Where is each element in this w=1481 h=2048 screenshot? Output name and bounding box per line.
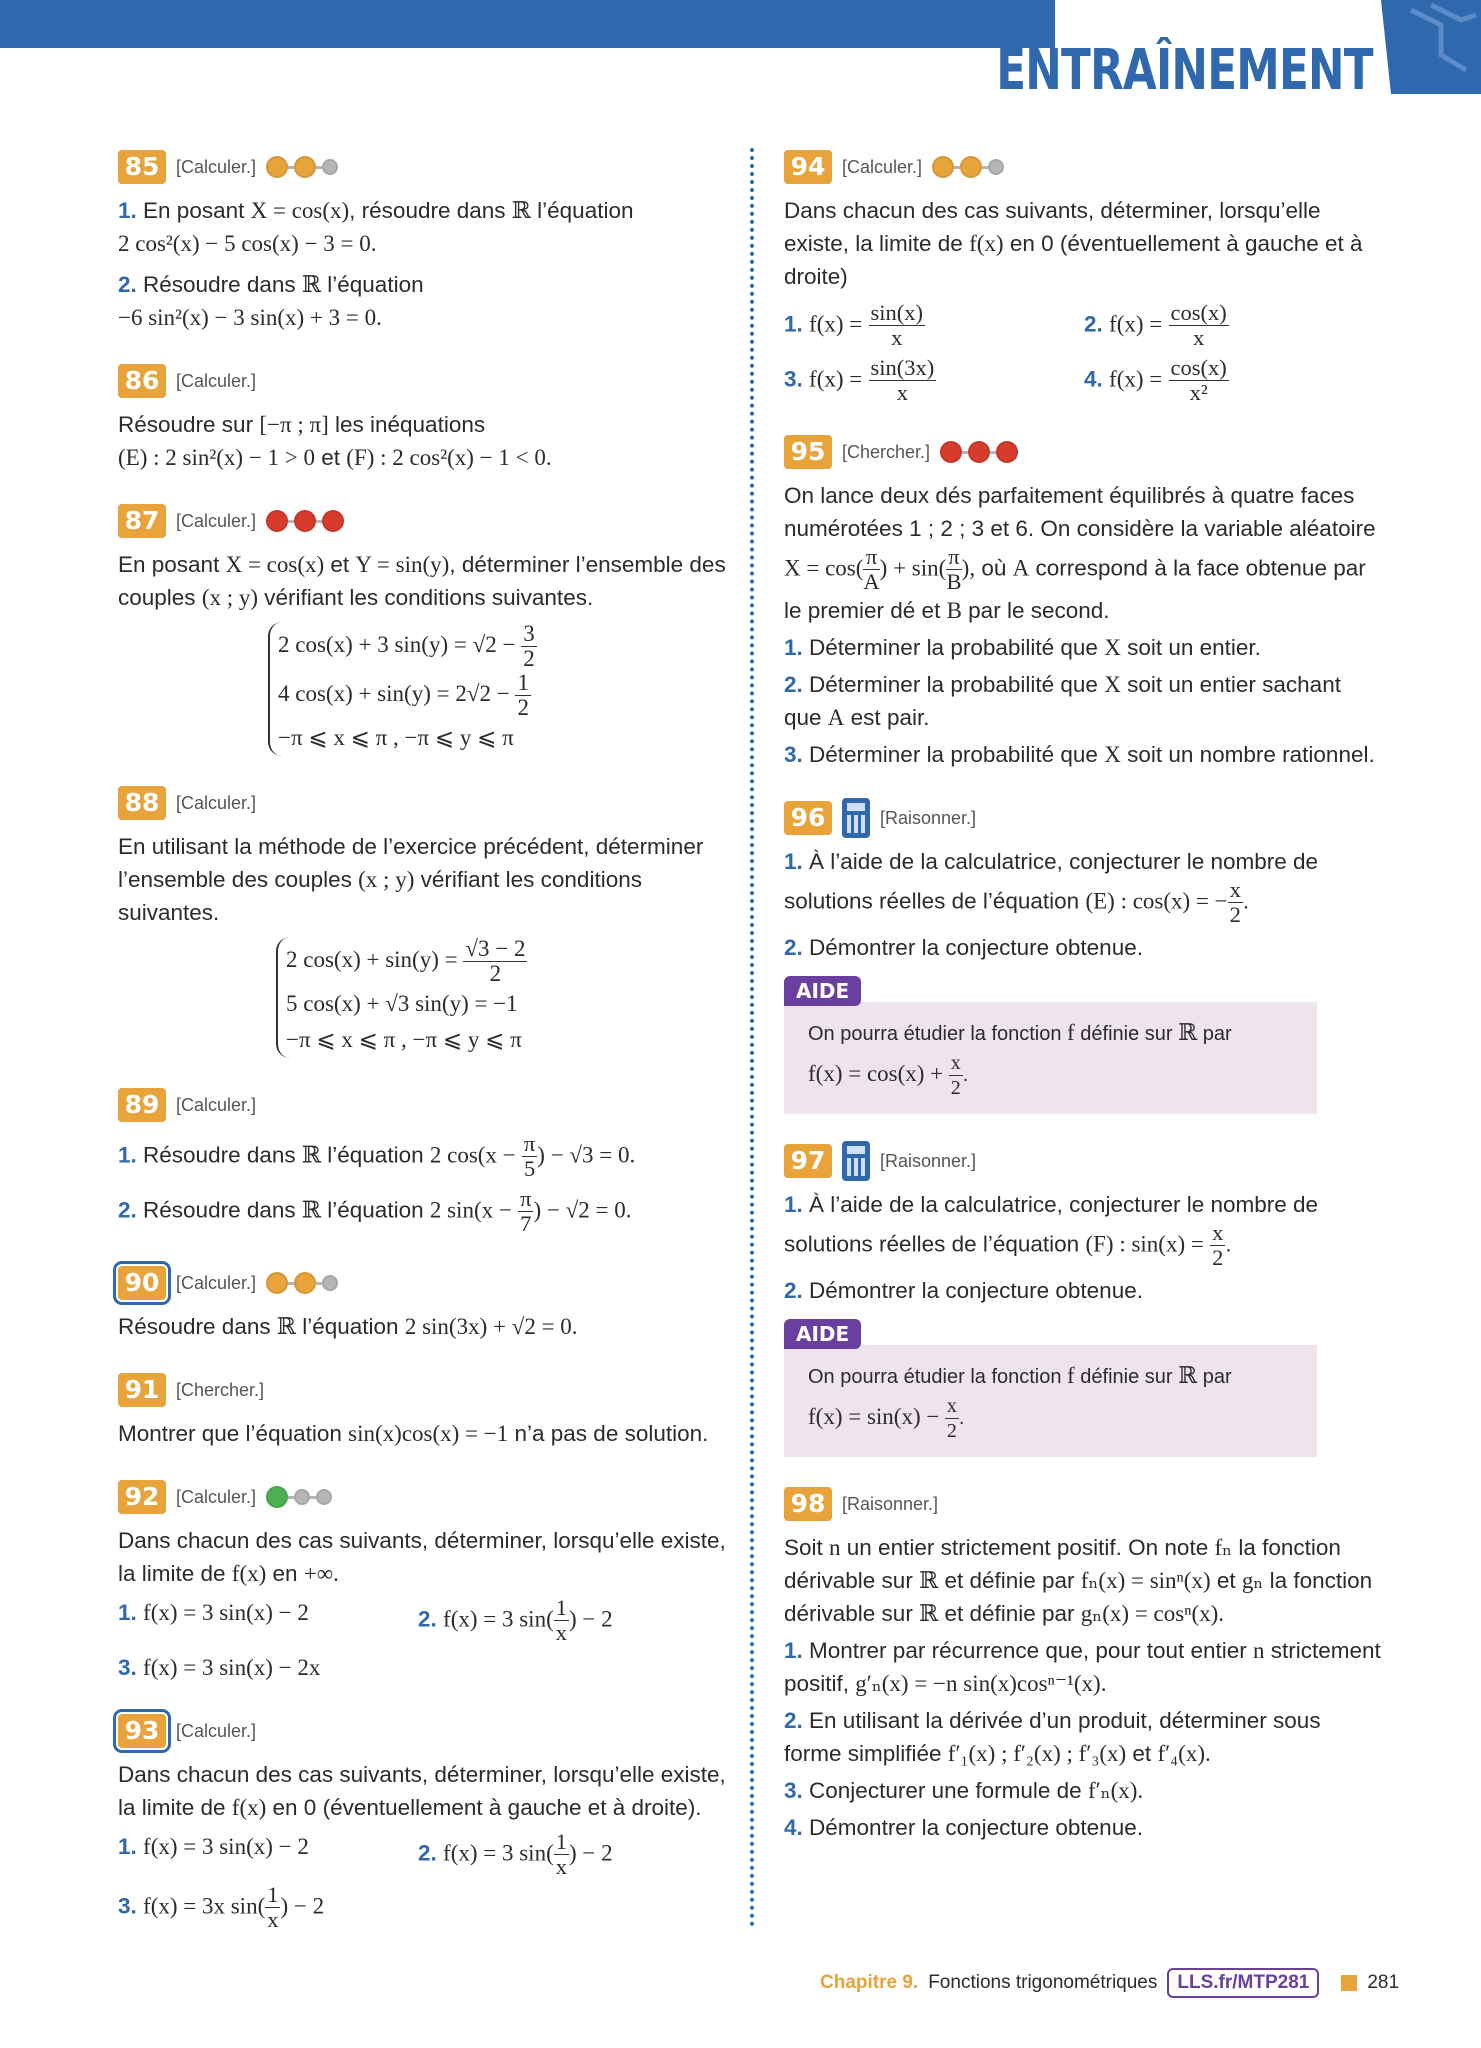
exercise-91: [118, 1371, 738, 1450]
exercise-90: [118, 1264, 738, 1343]
exercise-tag: [Calculer.]: [176, 1094, 257, 1115]
difficulty-dot-empty: [322, 159, 338, 175]
exercise-number: 97: [784, 1144, 832, 1178]
question-1: 1. Montrer par récurrence que, pour tout entier n strictement positif, g′ₙ(x) = −n sin(x)cosⁿ⁻¹(x).: [784, 1638, 1381, 1696]
exercise-text: En posant X = cos(x) et Y = sin(y), déterminer l’ensemble des couples (x ; y) vérifiant les conditions suivantes.: [118, 552, 726, 610]
exercise-tag: [Calculer.]: [842, 156, 923, 177]
exercise-number: 86: [118, 364, 166, 398]
question-2: 2. Démontrer la conjecture obtenue.: [784, 935, 1143, 960]
equation-system: 2 cos(x) + sin(y) = $\frac{√3 - 2}{2}$ 5 cos(x) + √3 sin(y) = −1 −π ⩽ x ⩽ π , −π ⩽ y ⩽ π: [276, 937, 738, 1058]
header-bar: [0, 0, 1060, 48]
right-column: [784, 148, 1384, 1872]
exercise-88: [118, 784, 738, 1058]
difficulty-dot-empty: [322, 1275, 338, 1291]
exercise-text: On lance deux dés parfaitement équilibrés à quatre faces numérotées 1 ; 2 ; 3 et 6. On considère la variable aléatoire X = cos( $\frac{\pi}{A}$ ) + sin( $\frac{\pi}{B}$ ), où A correspond à la face obtenue par le premier dé et B par le second.: [784, 483, 1376, 623]
difficulty-dots: [266, 1486, 332, 1508]
question-1: 1. En posant X = cos(x), résoudre dans ℝ l’équation 2 cos²(x) − 5 cos(x) − 3 = 0.: [118, 198, 634, 256]
exercise-number: 87: [118, 504, 166, 538]
difficulty-dot-empty: [988, 159, 1004, 175]
calculator-icon: [842, 798, 870, 838]
difficulty-dots: [266, 156, 338, 178]
difficulty-dot-filled: [322, 510, 344, 532]
page-marker: [1341, 1975, 1357, 1991]
question-2: 2. Démontrer la conjecture obtenue.: [784, 1278, 1143, 1303]
page-number: 281: [1367, 1972, 1400, 1993]
hint-label: AIDE: [784, 976, 861, 1006]
difficulty-dot-filled: [294, 156, 316, 178]
question-3: 3. Déterminer la probabilité que X soit un nombre rationnel.: [784, 742, 1375, 767]
difficulty-dot-filled: [266, 1272, 288, 1294]
exercise-number: 93: [118, 1714, 166, 1748]
exercise-text: Dans chacun des cas suivants, déterminer, lorsqu’elle existe, la limite de f(x) en +∞.: [118, 1528, 726, 1586]
question-1: 1. Déterminer la probabilité que X soit un entier.: [784, 635, 1261, 660]
hint-label: AIDE: [784, 1319, 861, 1349]
question-3: 3. f(x) = 3x sin( $\frac{1}{x}$ ) − 2: [118, 1882, 325, 1932]
difficulty-dot-filled: [294, 1272, 316, 1294]
exercise-96: [784, 799, 1384, 1114]
page-footer: [820, 1968, 1399, 1998]
exercise-number: 98: [784, 1487, 832, 1521]
exercise-tag: [Raisonner.]: [880, 1150, 977, 1171]
question-1: 1. À l’aide de la calculatrice, conjecturer le nombre de solutions réelles de l’équation (F) : sin(x) = $\frac{x}{2}$ .: [784, 1192, 1319, 1270]
exercise-93: [118, 1712, 738, 1932]
exercise-97: [784, 1142, 1384, 1457]
exercise-text: Montrer que l’équation sin(x)cos(x) = −1 n’a pas de solution.: [118, 1421, 709, 1446]
hint-box: [784, 976, 1384, 1114]
difficulty-dot-filled: [940, 441, 962, 463]
exercise-text: En utilisant la méthode de l’exercice précédent, déterminer l’ensemble des couples (x ; y) vérifiant les conditions suivantes.: [118, 834, 704, 925]
exercise-92: [118, 1478, 738, 1684]
corner-decoration: [1381, 0, 1481, 94]
exercise-86: [118, 362, 738, 474]
hint-content: On pourra étudier la fonction f définie sur ℝ par f(x) = sin(x) − $\frac{x}{2}$ .: [784, 1345, 1317, 1457]
difficulty-dot-filled: [932, 156, 954, 178]
exercise-text: Résoudre sur [−π ; π] les inéquations (E) : 2 sin²(x) − 1 > 0 et (F) : 2 cos²(x) − 1 < 0.: [118, 412, 552, 470]
exercise-number: 92: [118, 1480, 166, 1514]
difficulty-dots: [266, 510, 344, 532]
resource-link[interactable]: LLS.fr/MTP281: [1167, 1968, 1319, 1998]
exercise-number: 96: [784, 801, 832, 835]
section-title: ENTRAÎNEMENT: [996, 38, 1373, 103]
difficulty-dots: [940, 441, 1018, 463]
exercise-89: [118, 1086, 738, 1236]
exercise-tag: [Chercher.]: [176, 1379, 265, 1400]
exercise-number: 89: [118, 1088, 166, 1122]
chapter-number: Chapitre 9.: [820, 1972, 919, 1993]
difficulty-dots: [266, 1272, 338, 1294]
question-2: 2. Déterminer la probabilité que X soit un entier sachant que A est pair.: [784, 672, 1341, 730]
difficulty-dot-filled: [266, 156, 288, 178]
exercise-tag: [Calculer.]: [176, 1720, 257, 1741]
exercise-tag: [Raisonner.]: [880, 807, 977, 828]
exercise-text: Dans chacun des cas suivants, déterminer, lorsqu’elle existe, la limite de f(x) en 0 (éventuellement à gauche et à droite).: [118, 1762, 726, 1820]
chapter-title: Fonctions trigonométriques: [928, 1972, 1158, 1993]
question-1: 1. Résoudre dans ℝ l’équation 2 cos(x − $\frac{\pi}{5}$ ) − √3 = 0.: [118, 1131, 636, 1181]
difficulty-dot-empty: [316, 1489, 332, 1505]
question-3: 3. Conjecturer une formule de f′ₙ(x).: [784, 1778, 1144, 1803]
exercise-tag: [Raisonner.]: [842, 1493, 939, 1514]
question-4: 4. Démontrer la conjecture obtenue.: [784, 1815, 1143, 1840]
exercise-98: [784, 1485, 1384, 1844]
exercise-number: 88: [118, 786, 166, 820]
question-3: 3. f(x) = 3 sin(x) − 2x: [118, 1655, 321, 1680]
question-row: 3. f(x) = $\frac{\sin(3x)}{x}$ 4. f(x) = $\frac{\cos(x)}{\text{x²}}$: [784, 355, 1227, 405]
exercise-tag: [Calculer.]: [176, 792, 257, 813]
difficulty-dot-filled: [960, 156, 982, 178]
exercise-number: 91: [118, 1373, 166, 1407]
question-row: 1. f(x) = 3 sin(x) − 2 2. f(x) = 3 sin( $\frac{1}{x}$ ) − 2: [118, 1595, 613, 1645]
left-column: [118, 148, 738, 1960]
hint-content: On pourra étudier la fonction f définie sur ℝ par f(x) = cos(x) + $\frac{x}{2}$ .: [784, 1002, 1317, 1114]
exercise-text: Soit n un entier strictement positif. On note fₙ la fonction dérivable sur ℝ et définie par fₙ(x) = sinⁿ(x) et gₙ la fonction dérivable sur ℝ et définie par gₙ(x) = cosⁿ(x).: [784, 1535, 1373, 1626]
exercise-tag: [Chercher.]: [842, 441, 931, 462]
difficulty-dots: [932, 156, 1004, 178]
equation-system: 2 cos(x) + 3 sin(y) = √2 − $\frac{3}{2}$ 4 cos(x) + sin(y) = 2√2 − $\frac{1}{2}$ −π ⩽ x ⩽ π , −π ⩽ y ⩽ π: [268, 622, 738, 756]
exercise-95: [784, 433, 1384, 771]
exercise-tag: [Calculer.]: [176, 1272, 257, 1293]
question-2: 2. Résoudre dans ℝ l’équation −6 sin²(x) − 3 sin(x) + 3 = 0.: [118, 272, 424, 330]
exercise-tag: [Calculer.]: [176, 1486, 257, 1507]
column-divider: [750, 148, 754, 1928]
difficulty-dot-empty: [294, 1489, 310, 1505]
exercise-text: Dans chacun des cas suivants, déterminer, lorsqu’elle existe, la limite de f(x) en 0 (éventuellement à gauche et à droite): [784, 198, 1363, 289]
difficulty-dot-filled: [996, 441, 1018, 463]
exercise-number: 95: [784, 435, 832, 469]
exercise-tag: [Calculer.]: [176, 510, 257, 531]
exercise-87: [118, 502, 738, 756]
question-1: 1. À l’aide de la calculatrice, conjecturer le nombre de solutions réelles de l’équation (E) : cos(x) = − $\frac{x}{2}$ .: [784, 849, 1319, 927]
question-2: 2. En utilisant la dérivée d’un produit, déterminer sous forme simplifiée f′₁(x) ; f′₂(x) ; f′₃(x) et f′₄(x).: [784, 1708, 1321, 1766]
question-2: 2. Résoudre dans ℝ l’équation 2 sin(x − $\frac{\pi}{7}$ ) − √2 = 0.: [118, 1186, 632, 1236]
exercise-tag: [Calculer.]: [176, 156, 257, 177]
difficulty-dot-filled: [266, 1486, 288, 1508]
exercise-number: 94: [784, 150, 832, 184]
hint-box: [784, 1319, 1384, 1457]
exercise-text: Résoudre dans ℝ l’équation 2 sin(3x) + √2 = 0.: [118, 1314, 578, 1339]
question-row: 1. f(x) = 3 sin(x) − 2 2. f(x) = 3 sin( $\frac{1}{x}$ ) − 2: [118, 1829, 613, 1879]
question-row: 1. f(x) = $\frac{\sin(x)}{x}$ 2. f(x) = $\frac{\cos(x)}{x}$: [784, 300, 1227, 350]
difficulty-dot-filled: [294, 510, 316, 532]
exercise-94: [784, 148, 1384, 405]
exercise-number: 85: [118, 150, 166, 184]
exercise-tag: [Calculer.]: [176, 370, 257, 391]
difficulty-dot-filled: [266, 510, 288, 532]
difficulty-dot-filled: [968, 441, 990, 463]
exercise-number: 90: [118, 1266, 166, 1300]
exercise-85: [118, 148, 738, 334]
calculator-icon: [842, 1141, 870, 1181]
